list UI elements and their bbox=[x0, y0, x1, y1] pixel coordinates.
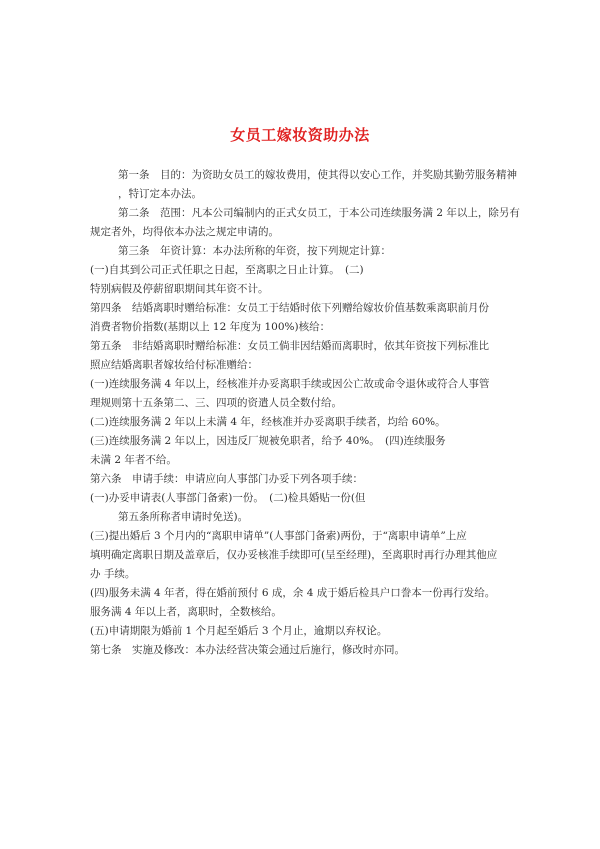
article-1-line-1: 第一条 目的：为资助女员工的嫁妆费用，使其得以安心工作，并奖励其勤劳服务精神 bbox=[118, 169, 517, 181]
article-7-line-1: 第七条 实施及修改：本办法经营决策会通过后施行，修改时亦同。 bbox=[90, 644, 405, 656]
article-4-line-2: 消费者物价指数(基期以上 12 年度为 100%)核给： bbox=[90, 321, 331, 333]
article-5-line-1: 第五条 非结婚离职时赠给标准：女员工倘非因结婚而离职时，依其年资按下列标准比 bbox=[90, 340, 489, 352]
article-2-line-2: 规定者外，均得依本办法之规定申请的。 bbox=[90, 226, 279, 238]
article-2-line-1: 第二条 范围：凡本公司编制内的正式女员工，于本公司连续服务满 2 年以上，除另有 bbox=[118, 207, 520, 219]
article-6-line-8: 服务满 4 年以上者，离职时，全数核给。 bbox=[90, 606, 282, 618]
article-3-line-3: 特别病假及停薪留职期间其年资不计。 bbox=[90, 283, 269, 295]
article-6-line-3: 第五条所称者申请时免送)。 bbox=[118, 511, 249, 523]
article-6-line-1: 第六条 申请手续：申请应向人事部门办妥下列各项手续： bbox=[90, 473, 363, 485]
article-5-line-5: (二)连续服务满 2 年以上未满 4 年，经核准并办妥离职手续者，均给 60%。 bbox=[90, 416, 446, 428]
article-5-line-6: (三)连续服务满 2 年以上，因违反厂规被免职者，给予 40%。 (四)连续服务 bbox=[90, 435, 446, 447]
article-5-line-3: (一)连续服务满 4 年以上，经核准并办妥离职手续或因公亡故或命令退休或符合人事管 bbox=[90, 378, 490, 390]
article-6-line-2: (一)办妥申请表(人事部门备索)一份。 (二)检具婚贴一份(但 bbox=[90, 492, 366, 504]
document-title: 女员工嫁妆资助办法 bbox=[230, 126, 370, 144]
article-6-line-9: (五)申请期限为婚前 1 个月起至婚后 3 个月止，逾期以弃权论。 bbox=[90, 625, 388, 637]
article-5-line-4: 理规则第十五条第二、三、四项的资遣人员全数付给。 bbox=[90, 397, 342, 409]
article-5-line-2: 照应结婚离职者嫁妆给付标准赠给： bbox=[90, 359, 258, 371]
article-6-line-5: 填明确定离职日期及盖章后，仅办妥核准手续即可(呈至经理)，至离职时再行办理其他应 bbox=[90, 549, 498, 561]
article-6-line-6: 办 手续。 bbox=[90, 568, 136, 580]
article-4-line-1: 第四条 结婚离职时赠给标准：女员工于结婚时依下列赠给嫁妆价值基数乘离职前月份 bbox=[90, 302, 489, 314]
article-3-line-1: 第三条 年资计算：本办法所称的年资，按下列规定计算： bbox=[118, 245, 391, 257]
article-6-line-7: (四)服务未满 4 年者，得在婚前预付 6 成，余 4 成于婚后检具户口誊本一份再行发给。 bbox=[90, 587, 496, 599]
article-1-line-2: ，特订定本办法。 bbox=[118, 188, 202, 200]
article-5-line-7: 未满 2 年者不给。 bbox=[90, 454, 177, 466]
article-3-line-2: (一)自其到公司正式任职之日起，至离职之日止计算。 (二) bbox=[90, 264, 364, 276]
article-6-line-4: (三)提出婚后 3 个月内的“离职申请单”(人事部门备索)两份，于“离职申请单”上应 bbox=[90, 530, 467, 542]
